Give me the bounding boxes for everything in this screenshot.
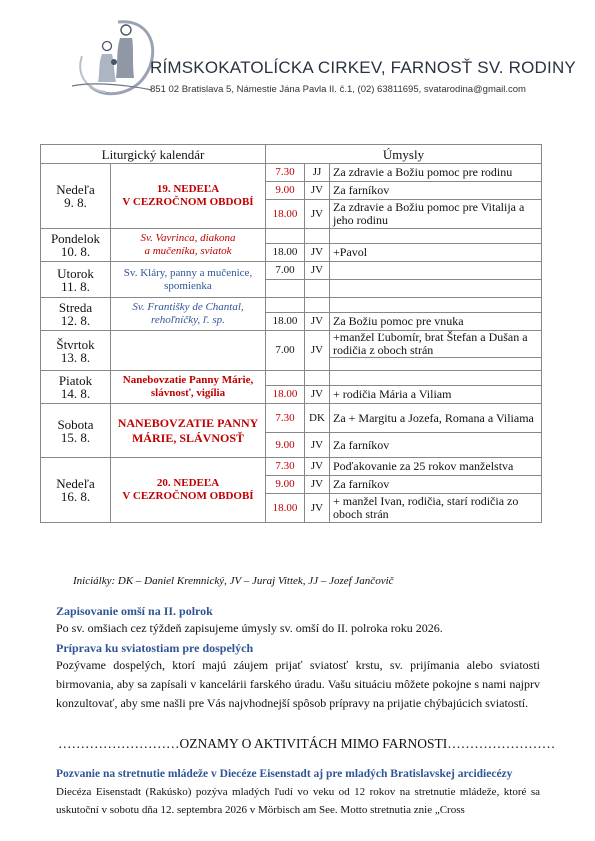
table-row	[41, 262, 542, 280]
feast-cell: Sv. Kláry, panny a mučenice, spomienka	[111, 262, 266, 298]
celebrant: JV	[305, 433, 330, 458]
celebrant: DK	[305, 404, 330, 433]
intention	[330, 262, 542, 280]
table-header-row	[41, 145, 542, 164]
parish-logo	[62, 16, 160, 102]
section-text-pozvanie: Diecéza Eisenstadt (Rakúsko) pozýva mladých ľudí vo veku od 12 rokov na stretnutie mládeže, ktoré sa uskutoční v sobotu dňa 12. septembra 2026 v Mörbisch am See. Motto stretnutia znie „Cross	[56, 786, 540, 816]
mass-time: 9.00	[266, 433, 305, 458]
day-cell: Piatok 14. 8.	[41, 371, 111, 404]
table-row	[41, 298, 542, 313]
mass-time: 7.00	[266, 331, 305, 371]
intention: +Pavol	[330, 244, 542, 262]
intention: Za farníkov	[330, 182, 542, 200]
day-cell: Sobota 15. 8.	[41, 404, 111, 458]
celebrant: JV	[305, 494, 330, 523]
day-cell: Nedeľa 16. 8.	[41, 458, 111, 523]
celebrant: JV	[305, 200, 330, 229]
mass-time: 7.30	[266, 164, 305, 182]
feast-cell: NANEBOVZATIE PANNY MÁRIE, SLÁVNOSŤ	[111, 404, 266, 458]
header-intentions: Úmysly	[266, 145, 542, 164]
celebrant: JV	[305, 262, 330, 280]
intention: Za zdravie a Božiu pomoc pre rodinu	[330, 164, 542, 182]
day-cell: Utorok 11. 8.	[41, 262, 111, 298]
section-title-zapisovanie: Zapisovanie omší na II. polrok	[56, 604, 213, 618]
section-text-priprava: Pozývame dospelých, ktorí majú záujem prijať sviatosť krstu, sv. prijímania alebo sviatosti birmovania, aby sa zapísali v kancelárii farského úradu. Vašu situáciu môžete pokojne s nami najprv konzultovať, aby sme našli pre Vás najvhodnejší spôsob prípravy na prijatie chýbajúcich sviatostí.	[56, 658, 540, 710]
day-cell: Nedeľa 9. 8.	[41, 164, 111, 229]
mass-time: 18.00	[266, 313, 305, 331]
intention: + rodičia Mária a Viliam	[330, 386, 542, 404]
liturgical-calendar-table	[40, 144, 542, 523]
header-liturgical-calendar: Liturgický kalendár	[41, 145, 266, 164]
table-row	[41, 404, 542, 433]
day-cell: Pondelok 10. 8.	[41, 229, 111, 262]
table-row	[41, 458, 542, 476]
celebrant: JJ	[305, 164, 330, 182]
mass-time: 18.00	[266, 244, 305, 262]
intention: Za Božiu pomoc pre vnuka	[330, 313, 542, 331]
intention: Za zdravie a Božiu pomoc pre Vitalija a jeho rodinu	[330, 200, 542, 229]
intention: Za farníkov	[330, 433, 542, 458]
table-row	[41, 229, 542, 244]
celebrant: JV	[305, 244, 330, 262]
intention: Za + Margitu a Jozefa, Romana a Viliama	[330, 404, 542, 433]
celebrant: JV	[305, 313, 330, 331]
table-row	[41, 164, 542, 182]
celebrant: JV	[305, 476, 330, 494]
feast-cell: 19. NEDEĽA V CEZROČNOM OBDOBÍ	[111, 164, 266, 229]
mass-time: 18.00	[266, 386, 305, 404]
celebrant: JV	[305, 331, 330, 371]
oznamy-heading: ………………………OZNAMY O AKTIVITÁCH MIMO FARNOSTI……………………	[58, 736, 556, 751]
intention: Poďakovanie za 25 rokov manželstva	[330, 458, 542, 476]
section-title-priprava: Príprava ku sviatostiam pre dospelých	[56, 641, 254, 655]
table-row	[41, 371, 542, 386]
intention: +manžel Ľubomír, brat Štefan a Dušan a rodičia z oboch strán	[330, 331, 542, 358]
mass-time: 18.00	[266, 494, 305, 523]
intention: Za farníkov	[330, 476, 542, 494]
mass-time: 7.00	[266, 262, 305, 280]
feast-cell: Sv. Vavrinca, diakona a mučeníka, sviatok	[111, 229, 266, 262]
feast-cell	[111, 331, 266, 371]
parish-title: RÍMSKOKATOLÍCKA CIRKEV, FARNOSŤ SV. RODINY	[150, 58, 576, 77]
celebrant: JV	[305, 182, 330, 200]
feast-cell: Nanebovzatie Panny Márie, slávnosť, vigília	[111, 371, 266, 404]
section-title-pozvanie: Pozvanie na stretnutie mládeže v Diecéze Eisenstadt aj pre mladých Bratislavskej arcidiecézy	[56, 768, 513, 780]
intention: + manžel Ivan, rodičia, starí rodičia zo oboch strán	[330, 494, 542, 523]
celebrant-initials-legend: Iniciálky: DK – Daniel Kremnický, JV – Juraj Vittek, JJ – Jozef Jančovič	[73, 575, 394, 587]
mass-time: 7.30	[266, 404, 305, 433]
mass-time: 7.30	[266, 458, 305, 476]
table-row	[41, 331, 542, 358]
section-text-zapisovanie: Po sv. omšiach cez týždeň zapisujeme úmysly sv. omší do II. polroka roku 2026.	[56, 621, 443, 635]
celebrant: JV	[305, 386, 330, 404]
day-cell: Štvrtok 13. 8.	[41, 331, 111, 371]
mass-time: 9.00	[266, 182, 305, 200]
celebrant: JV	[305, 458, 330, 476]
mass-time: 9.00	[266, 476, 305, 494]
feast-cell: Sv. Františky de Chantal, rehoľníčky, ľ. sp.	[111, 298, 266, 331]
day-cell: Streda 12. 8.	[41, 298, 111, 331]
parish-address: 851 02 Bratislava 5, Námestie Jána Pavla II. č.1, (02) 63811695, svatarodina@gmail.com	[150, 84, 526, 95]
feast-cell: 20. NEDEĽA V CEZROČNOM OBDOBÍ	[111, 458, 266, 523]
mass-time: 18.00	[266, 200, 305, 229]
